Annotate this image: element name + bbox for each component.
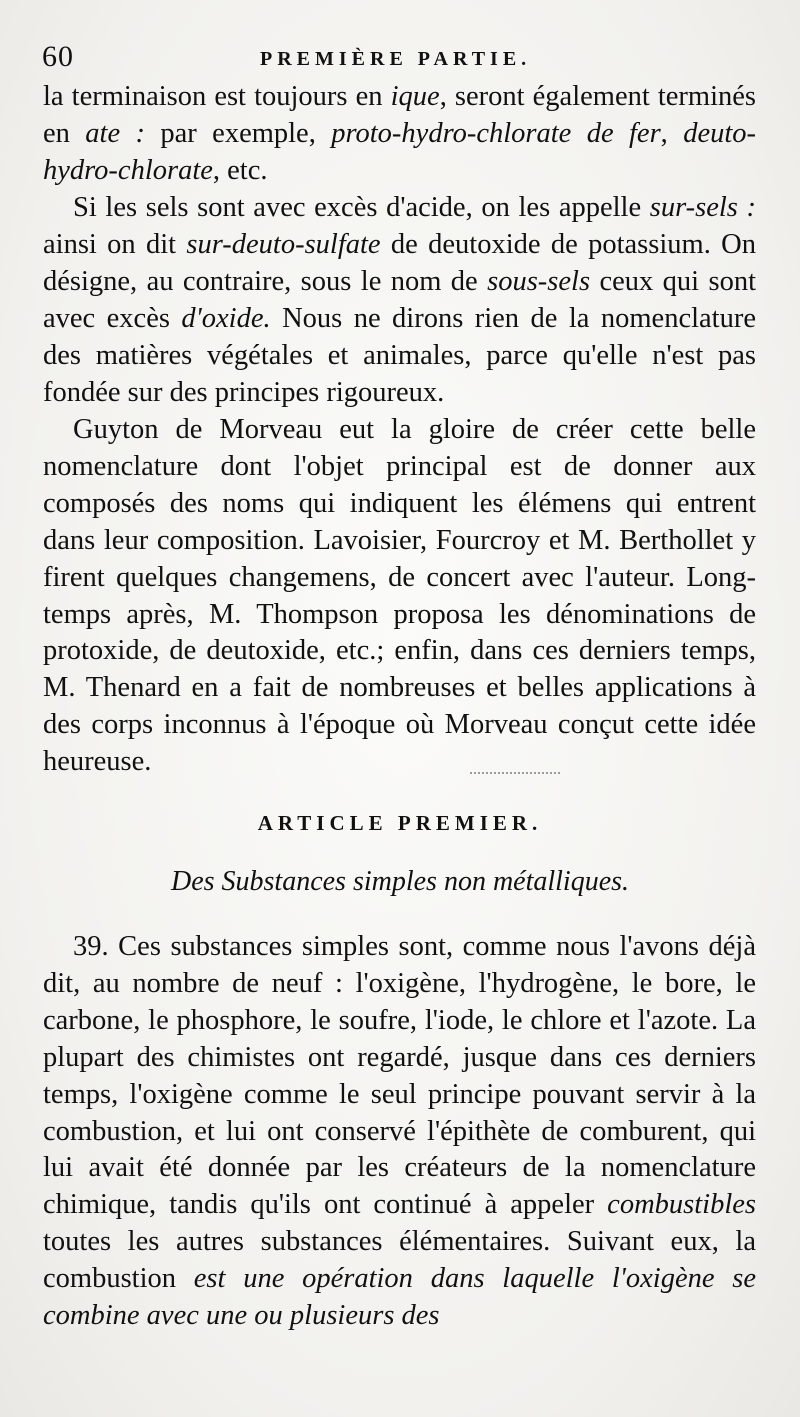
text-run: par exemple, (145, 117, 332, 149)
italic-run: sur-deuto-sulfate (186, 228, 381, 260)
italic-run: ique (390, 81, 440, 112)
article-heading: ARTICLE PREMIER. (257, 811, 543, 835)
paragraph-3 (43, 412, 756, 781)
text-run: la terminaison est toujours en (43, 81, 391, 112)
paragraph-2-text (43, 190, 756, 411)
italic-run: sous-sels (487, 265, 591, 297)
section-heading: Des Substances simples non métalliques. (170, 866, 630, 897)
text-run: Guyton de Morveau eut la gloire de créer cette belle nomenclature dont l'objet principal est de donner aux composés des noms qui indiquent les élémens qui entrent dans leur composition. Lavoisier, Fourcroy et M. Berthollet y firent quelques changemens, de concert avec l'auteur. Long-temps après, M. Thompson proposa les dénominations de protoxide, de deutoxide, etc.; enfin, dans ces derniers temps, M. Thenard en a fait de nombreuses et belles applications à des corps inconnus à l'époque où Morveau conçut cette idée heureuse. (43, 414, 756, 778)
italic-run: ate : (85, 117, 145, 149)
separator-dots (470, 770, 560, 774)
paragraph-1 (43, 79, 756, 190)
paragraph-4-text (43, 929, 756, 1335)
page-number: 60 (42, 40, 74, 73)
paragraph-4 (43, 929, 756, 1335)
text-run: toutes les autres substances élémentaires. Suivant eux, la combustion (43, 1226, 756, 1295)
page-header (42, 40, 760, 80)
text-run: Si les sels sont avec excès d'acide, on les appelle (73, 192, 650, 223)
italic-run: sur-sels : (649, 192, 757, 223)
italic-run: deuto-hydro-chlorate (43, 117, 756, 186)
italic-run: combustibles (607, 1189, 756, 1221)
text-run: Nous ne dirons rien de la nomenclature des matières végétales et animales, parce qu'elle n'est pas fondée sur des principes rigoureux. (43, 302, 756, 408)
text-run: , seront également terminés en (43, 81, 756, 149)
text-run: , etc. (212, 154, 268, 186)
running-title: PREMIÈRE PARTIE. (260, 48, 532, 70)
paragraph-3-text (43, 412, 756, 781)
text-run: ainsi on dit (43, 228, 187, 260)
text-run: , (660, 117, 684, 149)
text-run: ceux qui sont avec excès (43, 265, 756, 334)
italic-run: est une opération dans laquelle l'oxigène se combine avec une ou plusieurs des (43, 1263, 756, 1332)
paragraph-2 (43, 190, 756, 411)
italic-run: proto-hydro-chlorate de fer (331, 117, 661, 149)
text-run: 39. Ces substances simples sont, comme nous l'avons déjà dit, au nombre de neuf : l'oxigène, l'hydrogène, le bore, le carbone, le phosphore, le soufre, l'iode, le chlore et l'azote. La plupart des chimistes ont regardé, jusque dans ces derniers temps, l'oxigène comme le seul principe pouvant servir à la combustion, et lui ont conservé l'épithète de comburent, qui lui avait été donnée par les créateurs de la nomenclature chimique, tandis qu'ils ont continué à appeler (43, 931, 756, 1221)
text-run: de deutoxide de potassium. On désigne, au contraire, sous le nom de (43, 228, 756, 297)
italic-run: d'oxide. (181, 302, 271, 334)
paragraph-1-text (43, 79, 756, 190)
